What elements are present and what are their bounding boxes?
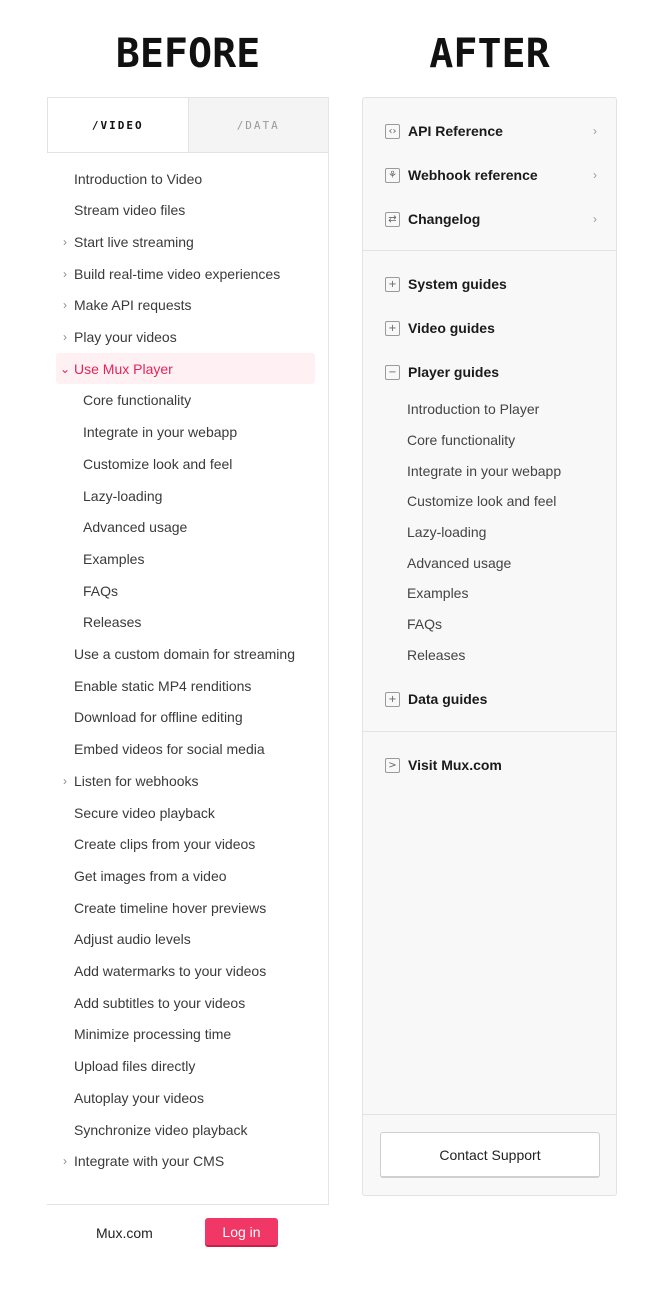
nav-item-label: Add watermarks to your videos xyxy=(74,963,267,979)
divider xyxy=(363,731,616,732)
player-sub-link[interactable]: Introduction to Player xyxy=(407,401,540,417)
player-sub-link[interactable]: Core functionality xyxy=(407,432,516,448)
nav-item[interactable] xyxy=(56,924,315,955)
before-sidebar xyxy=(47,97,329,1252)
contact-support-button[interactable]: Contact Support xyxy=(380,1132,600,1178)
video-guides-label: Video guides xyxy=(408,320,495,336)
swap-icon: ⇄ xyxy=(385,212,400,227)
player-sub-link[interactable]: Advanced usage xyxy=(407,555,512,571)
nav-item-label: Advanced usage xyxy=(83,519,188,536)
section-tabs xyxy=(47,97,328,153)
nav-item-label: Download for offline editing xyxy=(74,709,243,726)
mux-link[interactable]: Mux.com xyxy=(96,1225,153,1241)
player-guides-label: Player guides xyxy=(408,364,500,380)
nav-item-label: Enable static MP4 renditions xyxy=(74,677,252,694)
nav-item-label: Create clips from your videos xyxy=(74,836,256,853)
nav-item-label: Create timeline hover previews xyxy=(74,899,267,916)
plus-icon: + xyxy=(385,692,400,707)
minus-icon: − xyxy=(385,365,400,380)
chevron-down-icon: ⌄ xyxy=(59,361,71,376)
nav-item-label: Core functionality xyxy=(83,392,192,409)
nav-item-label: Use Mux Player xyxy=(74,360,173,377)
chevron-right-icon: › xyxy=(593,212,597,226)
nav-item[interactable] xyxy=(56,1082,315,1113)
nav-item[interactable] xyxy=(56,1114,315,1145)
nav-item[interactable] xyxy=(56,290,315,321)
nav-item[interactable] xyxy=(56,226,315,257)
nav-item-label: Integrate with your CMS xyxy=(74,1153,225,1170)
visit-mux-label: Visit Mux.com xyxy=(408,757,502,773)
nav-item-active[interactable] xyxy=(56,353,315,384)
nav-item-label: Synchronize video playback xyxy=(74,1121,248,1138)
tab-video[interactable]: /VIDEO xyxy=(48,98,189,152)
before-footer xyxy=(47,1204,329,1252)
player-guides-toggle[interactable] xyxy=(385,360,597,384)
nav-item-label: Minimize processing time xyxy=(74,1026,232,1043)
video-guides-toggle[interactable] xyxy=(385,316,597,340)
nav-item[interactable] xyxy=(56,543,315,574)
after-sidebar xyxy=(362,97,617,1196)
chevron-right-icon: › xyxy=(63,773,67,788)
player-sub-link[interactable]: Releases xyxy=(407,647,466,663)
data-guides-label: Data guides xyxy=(408,691,488,707)
nav-item[interactable] xyxy=(56,607,315,638)
nav-item-label: Upload files directly xyxy=(74,1058,196,1075)
nav-item-label: Embed videos for social media xyxy=(74,741,265,758)
data-guides-toggle[interactable] xyxy=(385,687,597,711)
nav-item-label: Make API requests xyxy=(74,297,192,314)
nav-item[interactable] xyxy=(56,987,315,1018)
chevron-right-icon: › xyxy=(593,124,597,138)
webhook-icon: ⚘ xyxy=(385,168,400,183)
nav-item-label: Integrate in your webapp xyxy=(83,424,238,441)
chevron-right-icon: › xyxy=(593,168,597,182)
api-reference-link[interactable] xyxy=(385,119,597,143)
nav-item-label: Adjust audio levels xyxy=(74,931,191,948)
changelog-link[interactable] xyxy=(385,207,597,231)
code-icon: ‹› xyxy=(385,124,400,139)
nav-item[interactable] xyxy=(56,575,315,606)
nav-item[interactable] xyxy=(56,734,315,765)
divider xyxy=(363,250,616,251)
before-heading: BEFORE xyxy=(115,31,261,77)
nav-item[interactable] xyxy=(56,480,315,511)
nav-item-label: Secure video playback xyxy=(74,804,215,821)
nav-item-label: Releases xyxy=(83,614,142,631)
nav-item[interactable] xyxy=(56,258,315,289)
nav-item[interactable] xyxy=(56,195,315,226)
chevron-right-icon: › xyxy=(63,266,67,281)
nav-item-label: Lazy-loading xyxy=(83,487,163,504)
nav-item[interactable] xyxy=(56,829,315,860)
changelog-label: Changelog xyxy=(408,211,481,227)
nav-item[interactable] xyxy=(56,1146,315,1177)
nav-item-label: Play your videos xyxy=(74,329,177,345)
external-link-icon: > xyxy=(385,758,400,773)
nav-item[interactable] xyxy=(56,765,315,796)
chevron-right-icon: › xyxy=(63,234,67,249)
player-sub-link[interactable]: FAQs xyxy=(407,616,443,632)
nav-item-label: Build real-time video experiences xyxy=(74,265,281,282)
nav-item[interactable] xyxy=(56,512,315,543)
nav-item-label: Customize look and feel xyxy=(83,455,233,472)
login-button[interactable]: Log in xyxy=(205,1218,278,1247)
after-heading: AFTER xyxy=(429,31,550,77)
nav-item[interactable] xyxy=(56,1019,315,1050)
tab-data[interactable]: /DATA xyxy=(189,98,329,152)
nav-item-label: Stream video files xyxy=(74,202,186,219)
nav-item-label: FAQs xyxy=(83,582,119,599)
nav-item-label: Autoplay your videos xyxy=(74,1089,204,1106)
visit-mux-link[interactable] xyxy=(385,753,597,777)
nav-item-label: Listen for webhooks xyxy=(74,772,199,789)
divider xyxy=(363,1114,616,1115)
nav-item[interactable] xyxy=(56,797,315,828)
api-reference-label: API Reference xyxy=(408,123,503,139)
chevron-right-icon: › xyxy=(63,298,67,313)
nav-item[interactable] xyxy=(56,417,315,448)
nav-item[interactable] xyxy=(56,322,315,353)
player-sub-link[interactable]: Customize look and feel xyxy=(407,493,557,509)
nav-item[interactable] xyxy=(56,670,315,701)
chevron-right-icon: › xyxy=(63,1154,67,1169)
nav-item[interactable] xyxy=(56,860,315,891)
nav-item[interactable] xyxy=(56,385,315,416)
plus-icon: + xyxy=(385,277,400,292)
nav-item[interactable] xyxy=(56,163,315,194)
webhook-reference-label: Webhook reference xyxy=(408,167,538,183)
chevron-right-icon: › xyxy=(63,330,67,344)
player-sub-link[interactable]: Lazy-loading xyxy=(407,524,487,540)
nav-item-label: Add subtitles to your videos xyxy=(74,994,246,1011)
nav-item[interactable] xyxy=(56,448,315,479)
nav-item-label: Start live streaming xyxy=(74,233,194,250)
nav-item[interactable] xyxy=(56,956,315,987)
nav-item-label: Introduction to Video xyxy=(74,170,203,187)
nav-item-label: Use a custom domain for streaming xyxy=(74,646,295,662)
system-guides-toggle[interactable] xyxy=(385,272,597,296)
player-sub-link[interactable]: Examples xyxy=(407,585,469,601)
plus-icon: + xyxy=(385,321,400,336)
player-sub-link[interactable]: Integrate in your webapp xyxy=(407,463,562,479)
nav-item[interactable] xyxy=(56,892,315,923)
system-guides-label: System guides xyxy=(408,276,507,292)
nav-item[interactable] xyxy=(56,702,315,733)
nav-item[interactable] xyxy=(56,1051,315,1082)
nav-item[interactable] xyxy=(56,639,315,670)
webhook-reference-link[interactable] xyxy=(385,163,597,187)
nav-item-label: Examples xyxy=(83,550,145,567)
nav-item-label: Get images from a video xyxy=(74,867,227,884)
